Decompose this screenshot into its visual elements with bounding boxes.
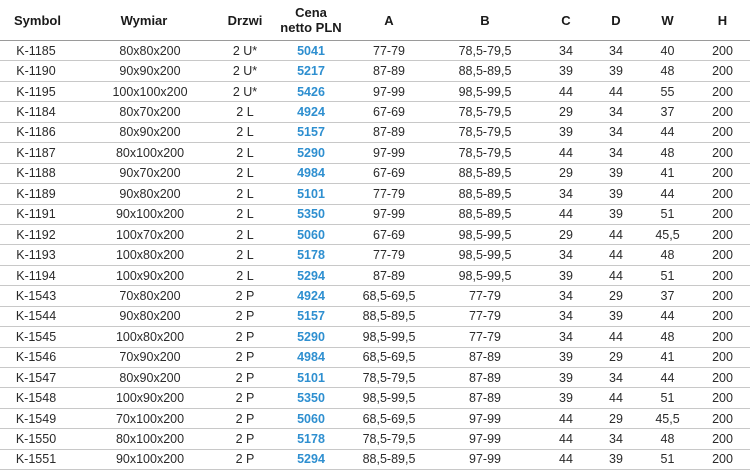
- cell-symbol: K-1550: [0, 429, 72, 449]
- cell-wymiar: 80x100x200: [72, 429, 216, 449]
- cell-drzwi: 2 P: [216, 327, 274, 347]
- cell-symbol: K-1551: [0, 449, 72, 469]
- cell-c: 44: [540, 429, 592, 449]
- cell-cena: 5350: [274, 388, 348, 408]
- cell-d: 39: [592, 306, 640, 326]
- cell-a: 87-89: [348, 122, 430, 142]
- table-row: [0, 388, 750, 408]
- cell-c: 44: [540, 143, 592, 163]
- cell-w: 40: [640, 41, 695, 61]
- table-row: [0, 347, 750, 367]
- header-a: A: [348, 0, 430, 41]
- table-row: [0, 368, 750, 388]
- cell-cena: 5060: [274, 224, 348, 244]
- cell-w: 48: [640, 143, 695, 163]
- cell-c: 44: [540, 204, 592, 224]
- cell-wymiar: 80x100x200: [72, 143, 216, 163]
- cell-cena: 5178: [274, 429, 348, 449]
- cell-h: 200: [695, 122, 750, 142]
- cell-symbol: K-1194: [0, 265, 72, 285]
- cell-wymiar: 80x90x200: [72, 368, 216, 388]
- table-row: [0, 204, 750, 224]
- cell-d: 34: [592, 122, 640, 142]
- table-row: [0, 163, 750, 183]
- cell-wymiar: 70x80x200: [72, 286, 216, 306]
- cell-symbol: K-1191: [0, 204, 72, 224]
- cell-h: 200: [695, 204, 750, 224]
- cell-b: 98,5-99,5: [430, 81, 540, 101]
- cell-a: 77-79: [348, 245, 430, 265]
- cell-w: 48: [640, 245, 695, 265]
- cell-a: 77-79: [348, 184, 430, 204]
- cell-a: 67-69: [348, 163, 430, 183]
- cell-symbol: K-1195: [0, 81, 72, 101]
- cell-c: 34: [540, 245, 592, 265]
- cell-drzwi: 2 U*: [216, 41, 274, 61]
- cell-b: 98,5-99,5: [430, 224, 540, 244]
- cell-symbol: K-1185: [0, 41, 72, 61]
- cell-h: 200: [695, 408, 750, 428]
- cell-h: 200: [695, 163, 750, 183]
- header-h: H: [695, 0, 750, 41]
- cell-c: 29: [540, 102, 592, 122]
- cell-wymiar: 100x70x200: [72, 224, 216, 244]
- table-row: [0, 265, 750, 285]
- header-cena: [274, 0, 348, 41]
- cell-d: 34: [592, 102, 640, 122]
- cell-c: 44: [540, 449, 592, 469]
- cell-wymiar: 100x90x200: [72, 265, 216, 285]
- cell-cena: 5178: [274, 245, 348, 265]
- header-b: B: [430, 0, 540, 41]
- cell-c: 34: [540, 286, 592, 306]
- cell-d: 34: [592, 143, 640, 163]
- table-row: [0, 327, 750, 347]
- cell-wymiar: 90x80x200: [72, 306, 216, 326]
- header-wymiar: Wymiar: [72, 0, 216, 41]
- cell-h: 200: [695, 327, 750, 347]
- cell-symbol: K-1190: [0, 61, 72, 81]
- cell-drzwi: 2 P: [216, 306, 274, 326]
- cell-cena: 5101: [274, 184, 348, 204]
- cell-drzwi: 2 P: [216, 408, 274, 428]
- cell-w: 44: [640, 184, 695, 204]
- table-row: [0, 245, 750, 265]
- cell-w: 55: [640, 81, 695, 101]
- cell-c: 39: [540, 122, 592, 142]
- cell-c: 34: [540, 327, 592, 347]
- cell-cena: 5217: [274, 61, 348, 81]
- table-row: [0, 143, 750, 163]
- cell-d: 39: [592, 61, 640, 81]
- cell-symbol: K-1546: [0, 347, 72, 367]
- cell-c: 34: [540, 184, 592, 204]
- table-row: [0, 286, 750, 306]
- cell-wymiar: 70x100x200: [72, 408, 216, 428]
- cell-symbol: K-1187: [0, 143, 72, 163]
- cell-a: 87-89: [348, 61, 430, 81]
- table-row: [0, 81, 750, 101]
- cell-w: 37: [640, 102, 695, 122]
- cell-wymiar: 90x80x200: [72, 184, 216, 204]
- cell-b: 98,5-99,5: [430, 265, 540, 285]
- table-row: [0, 102, 750, 122]
- table-header: [0, 0, 750, 41]
- cell-b: 88,5-89,5: [430, 184, 540, 204]
- cell-drzwi: 2 P: [216, 347, 274, 367]
- cell-cena: 5426: [274, 81, 348, 101]
- cell-c: 39: [540, 61, 592, 81]
- cell-symbol: K-1544: [0, 306, 72, 326]
- cell-b: 97-99: [430, 449, 540, 469]
- cell-w: 45,5: [640, 224, 695, 244]
- cell-a: 68,5-69,5: [348, 347, 430, 367]
- cell-h: 200: [695, 429, 750, 449]
- cell-symbol: K-1193: [0, 245, 72, 265]
- cell-h: 200: [695, 265, 750, 285]
- cell-h: 200: [695, 61, 750, 81]
- cell-drzwi: 2 U*: [216, 81, 274, 101]
- cell-cena: 5041: [274, 41, 348, 61]
- cell-a: 98,5-99,5: [348, 327, 430, 347]
- cell-wymiar: 90x100x200: [72, 449, 216, 469]
- cell-a: 98,5-99,5: [348, 388, 430, 408]
- cell-wymiar: 90x70x200: [72, 163, 216, 183]
- cell-d: 29: [592, 286, 640, 306]
- cell-drzwi: 2 P: [216, 286, 274, 306]
- cell-d: 34: [592, 41, 640, 61]
- cell-symbol: K-1188: [0, 163, 72, 183]
- cell-d: 34: [592, 429, 640, 449]
- cell-drzwi: 2 L: [216, 143, 274, 163]
- cell-cena: 4924: [274, 286, 348, 306]
- cell-b: 88,5-89,5: [430, 204, 540, 224]
- cell-cena: 4924: [274, 102, 348, 122]
- cell-d: 39: [592, 184, 640, 204]
- cell-h: 200: [695, 245, 750, 265]
- table-row: [0, 408, 750, 428]
- cell-drzwi: 2 P: [216, 388, 274, 408]
- header-cena-line1: Cena: [295, 5, 327, 20]
- table-row: [0, 61, 750, 81]
- cell-h: 200: [695, 81, 750, 101]
- cell-drzwi: 2 L: [216, 224, 274, 244]
- cell-a: 67-69: [348, 224, 430, 244]
- cell-b: 77-79: [430, 327, 540, 347]
- cell-c: 44: [540, 408, 592, 428]
- cell-cena: 4984: [274, 163, 348, 183]
- cell-b: 87-89: [430, 347, 540, 367]
- cell-h: 200: [695, 306, 750, 326]
- cell-a: 78,5-79,5: [348, 368, 430, 388]
- cell-symbol: K-1184: [0, 102, 72, 122]
- cell-c: 39: [540, 347, 592, 367]
- cell-a: 97-99: [348, 81, 430, 101]
- cell-d: 44: [592, 388, 640, 408]
- cell-symbol: K-1543: [0, 286, 72, 306]
- table-row: [0, 449, 750, 469]
- cell-w: 44: [640, 122, 695, 142]
- cell-w: 48: [640, 61, 695, 81]
- cell-drzwi: 2 L: [216, 122, 274, 142]
- cell-a: 88,5-89,5: [348, 449, 430, 469]
- cell-symbol: K-1549: [0, 408, 72, 428]
- cell-d: 44: [592, 265, 640, 285]
- cell-c: 39: [540, 388, 592, 408]
- cell-cena: 5294: [274, 449, 348, 469]
- table-row: [0, 122, 750, 142]
- cell-b: 78,5-79,5: [430, 143, 540, 163]
- cell-h: 200: [695, 102, 750, 122]
- cell-wymiar: 100x100x200: [72, 81, 216, 101]
- cell-d: 44: [592, 81, 640, 101]
- cell-c: 29: [540, 163, 592, 183]
- cell-wymiar: 80x80x200: [72, 41, 216, 61]
- cell-cena: 5157: [274, 306, 348, 326]
- cell-b: 78,5-79,5: [430, 102, 540, 122]
- table-row: [0, 429, 750, 449]
- cell-wymiar: 100x90x200: [72, 388, 216, 408]
- cell-d: 44: [592, 224, 640, 244]
- cell-symbol: K-1545: [0, 327, 72, 347]
- cell-a: 67-69: [348, 102, 430, 122]
- cell-wymiar: 70x90x200: [72, 347, 216, 367]
- cell-drzwi: 2 L: [216, 245, 274, 265]
- cell-d: 39: [592, 204, 640, 224]
- cell-drzwi: 2 P: [216, 429, 274, 449]
- cell-b: 97-99: [430, 429, 540, 449]
- cell-w: 45,5: [640, 408, 695, 428]
- cell-w: 41: [640, 163, 695, 183]
- cell-h: 200: [695, 41, 750, 61]
- cell-c: 34: [540, 41, 592, 61]
- cell-a: 68,5-69,5: [348, 408, 430, 428]
- cell-wymiar: 100x80x200: [72, 245, 216, 265]
- cell-symbol: K-1189: [0, 184, 72, 204]
- cell-h: 200: [695, 184, 750, 204]
- cell-drzwi: 2 U*: [216, 61, 274, 81]
- cell-a: 87-89: [348, 265, 430, 285]
- cell-b: 77-79: [430, 286, 540, 306]
- cell-d: 44: [592, 327, 640, 347]
- cell-c: 34: [540, 306, 592, 326]
- cell-b: 78,5-79,5: [430, 122, 540, 142]
- cell-cena: 5350: [274, 204, 348, 224]
- cell-d: 29: [592, 408, 640, 428]
- cell-d: 39: [592, 449, 640, 469]
- cell-w: 51: [640, 265, 695, 285]
- cell-w: 44: [640, 306, 695, 326]
- cell-w: 51: [640, 449, 695, 469]
- cell-w: 51: [640, 204, 695, 224]
- cell-b: 87-89: [430, 368, 540, 388]
- cell-w: 37: [640, 286, 695, 306]
- table-row: [0, 41, 750, 61]
- cell-cena: 5294: [274, 265, 348, 285]
- header-drzwi: Drzwi: [216, 0, 274, 41]
- cell-b: 88,5-89,5: [430, 163, 540, 183]
- cell-c: 39: [540, 368, 592, 388]
- cell-a: 97-99: [348, 143, 430, 163]
- cell-w: 41: [640, 347, 695, 367]
- cell-drzwi: 2 L: [216, 204, 274, 224]
- cell-b: 98,5-99,5: [430, 245, 540, 265]
- cell-a: 68,5-69,5: [348, 286, 430, 306]
- cell-h: 200: [695, 368, 750, 388]
- header-row: [0, 0, 750, 41]
- cell-a: 78,5-79,5: [348, 429, 430, 449]
- cell-d: 39: [592, 163, 640, 183]
- cell-d: 29: [592, 347, 640, 367]
- cell-wymiar: 90x100x200: [72, 204, 216, 224]
- cell-cena: 5290: [274, 143, 348, 163]
- cell-h: 200: [695, 286, 750, 306]
- cell-b: 87-89: [430, 388, 540, 408]
- table-row: [0, 184, 750, 204]
- cell-cena: 5101: [274, 368, 348, 388]
- cell-drzwi: 2 L: [216, 163, 274, 183]
- cell-wymiar: 80x70x200: [72, 102, 216, 122]
- cell-wymiar: 80x90x200: [72, 122, 216, 142]
- cell-d: 34: [592, 368, 640, 388]
- cell-h: 200: [695, 449, 750, 469]
- cell-d: 44: [592, 245, 640, 265]
- header-d: D: [592, 0, 640, 41]
- cell-c: 39: [540, 265, 592, 285]
- table-row: [0, 224, 750, 244]
- cell-drzwi: 2 L: [216, 102, 274, 122]
- cell-w: 51: [640, 388, 695, 408]
- cell-wymiar: 90x90x200: [72, 61, 216, 81]
- cell-wymiar: 100x80x200: [72, 327, 216, 347]
- cell-w: 44: [640, 368, 695, 388]
- cell-symbol: K-1548: [0, 388, 72, 408]
- table-body: [0, 41, 750, 470]
- cell-c: 44: [540, 81, 592, 101]
- header-cena-line2: netto PLN: [280, 20, 342, 35]
- cell-w: 48: [640, 429, 695, 449]
- cell-a: 88,5-89,5: [348, 306, 430, 326]
- cell-drzwi: 2 L: [216, 265, 274, 285]
- cell-cena: 5060: [274, 408, 348, 428]
- cell-b: 97-99: [430, 408, 540, 428]
- cell-h: 200: [695, 347, 750, 367]
- cell-drzwi: 2 L: [216, 184, 274, 204]
- header-w: W: [640, 0, 695, 41]
- table-row: [0, 306, 750, 326]
- cell-symbol: K-1192: [0, 224, 72, 244]
- cell-a: 77-79: [348, 41, 430, 61]
- cell-symbol: K-1547: [0, 368, 72, 388]
- cell-symbol: K-1186: [0, 122, 72, 142]
- cell-cena: 4984: [274, 347, 348, 367]
- cell-drzwi: 2 P: [216, 368, 274, 388]
- cell-h: 200: [695, 388, 750, 408]
- cell-h: 200: [695, 143, 750, 163]
- header-c: C: [540, 0, 592, 41]
- header-symbol: Symbol: [0, 0, 72, 41]
- cell-c: 29: [540, 224, 592, 244]
- cell-h: 200: [695, 224, 750, 244]
- cell-w: 48: [640, 327, 695, 347]
- cell-b: 78,5-79,5: [430, 41, 540, 61]
- cell-cena: 5157: [274, 122, 348, 142]
- cell-b: 77-79: [430, 306, 540, 326]
- cell-b: 88,5-89,5: [430, 61, 540, 81]
- cell-a: 97-99: [348, 204, 430, 224]
- cell-cena: 5290: [274, 327, 348, 347]
- cell-drzwi: 2 P: [216, 449, 274, 469]
